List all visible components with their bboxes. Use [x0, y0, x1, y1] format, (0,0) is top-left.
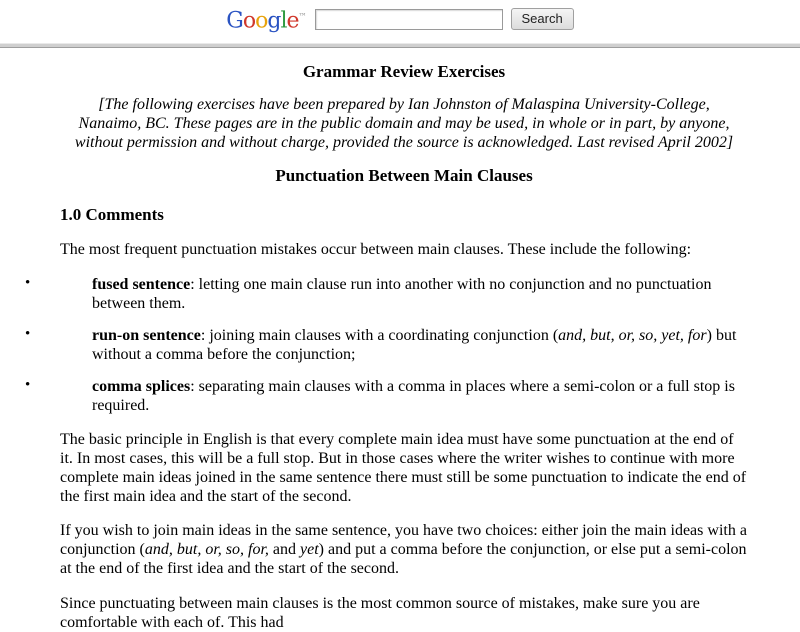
term-definition: ) but without a comma before the conjunction; [92, 327, 737, 364]
section-heading: 1.0 Comments [60, 205, 164, 225]
google-logo [226, 6, 306, 32]
google-logo-letter: g [267, 8, 281, 34]
intro-paragraph: The most frequent punctuation mistakes occur between main clauses. These include the following: [60, 241, 692, 259]
basic-principle-paragraph: The basic principle in English is that every complete main idea must have some punctuation at the end of it. In most cases, this will be a full stop. But in those cases where the writer wishes to continue with more complete main ideas joined in the same sentence there must still be some punctuation to indicate the end of the first main idea and the start of the second. [60, 431, 747, 506]
list-item-run-on-sentence [92, 326, 748, 364]
search-button[interactable]: Search [511, 8, 574, 30]
document-body [0, 62, 800, 632]
term-bold: fused sentence [92, 276, 191, 294]
term-definition: : joining main clauses with a coordinating conjunction ( [200, 327, 559, 345]
term-bold: run-on sentence [92, 327, 201, 345]
page-title: Grammar Review Exercises [302, 62, 506, 82]
yet-italic: yet [300, 541, 319, 559]
paragraph-text: If you wish to join main ideas in the same sentence, you have two choices: either join the main ideas with a conjunction ( [60, 522, 747, 559]
mistake-list [60, 275, 748, 415]
term-bold: comma splices [92, 378, 191, 396]
paragraph-text: and [268, 541, 301, 559]
document-subtitle: Punctuation Between Main Clauses [275, 166, 533, 186]
google-logo-letter: o [255, 8, 268, 34]
google-logo-letter: G [226, 8, 243, 34]
two-choices-paragraph [60, 521, 748, 578]
term-definition: : separating main clauses with a comma in places where a semi-colon or a full stop is required. [92, 378, 735, 415]
trademark-symbol: ™ [298, 12, 307, 21]
conjunction-examples-italic: and, but, or, so, for, [144, 541, 269, 559]
paragraph-text: ) and put a comma before the conjunction, or else put a semi-colon at the end of the first idea and the start of the second. [60, 541, 747, 578]
list-item-fused-sentence [92, 275, 748, 313]
attribution-note: [The following exercises have been prepared by Ian Johnston of Malaspina University-College, Nanaimo, BC. These pages are in the public domain and may be used, in whole or in part, by anyone, without permission and without charge, provided the source is acknowledged. Last revised April 2002] [74, 96, 734, 152]
list-item-comma-splices [92, 377, 748, 415]
conjunction-examples-italic: and, but, or, so, yet, for [558, 327, 707, 345]
term-definition: : letting one main clause run into another with no conjunction and no punctuation between them. [92, 276, 712, 313]
google-logo-letter: o [242, 8, 256, 34]
clipped-last-paragraph: Since punctuating between main clauses is the most common source of mistakes, make sure you are comfortable with each of. This had [60, 595, 700, 632]
google-logo-letter: e [286, 8, 299, 34]
google-search-bar [0, 0, 800, 37]
google-logo-letter: l [280, 8, 287, 34]
search-input[interactable] [315, 9, 503, 30]
frame-divider [0, 43, 800, 48]
